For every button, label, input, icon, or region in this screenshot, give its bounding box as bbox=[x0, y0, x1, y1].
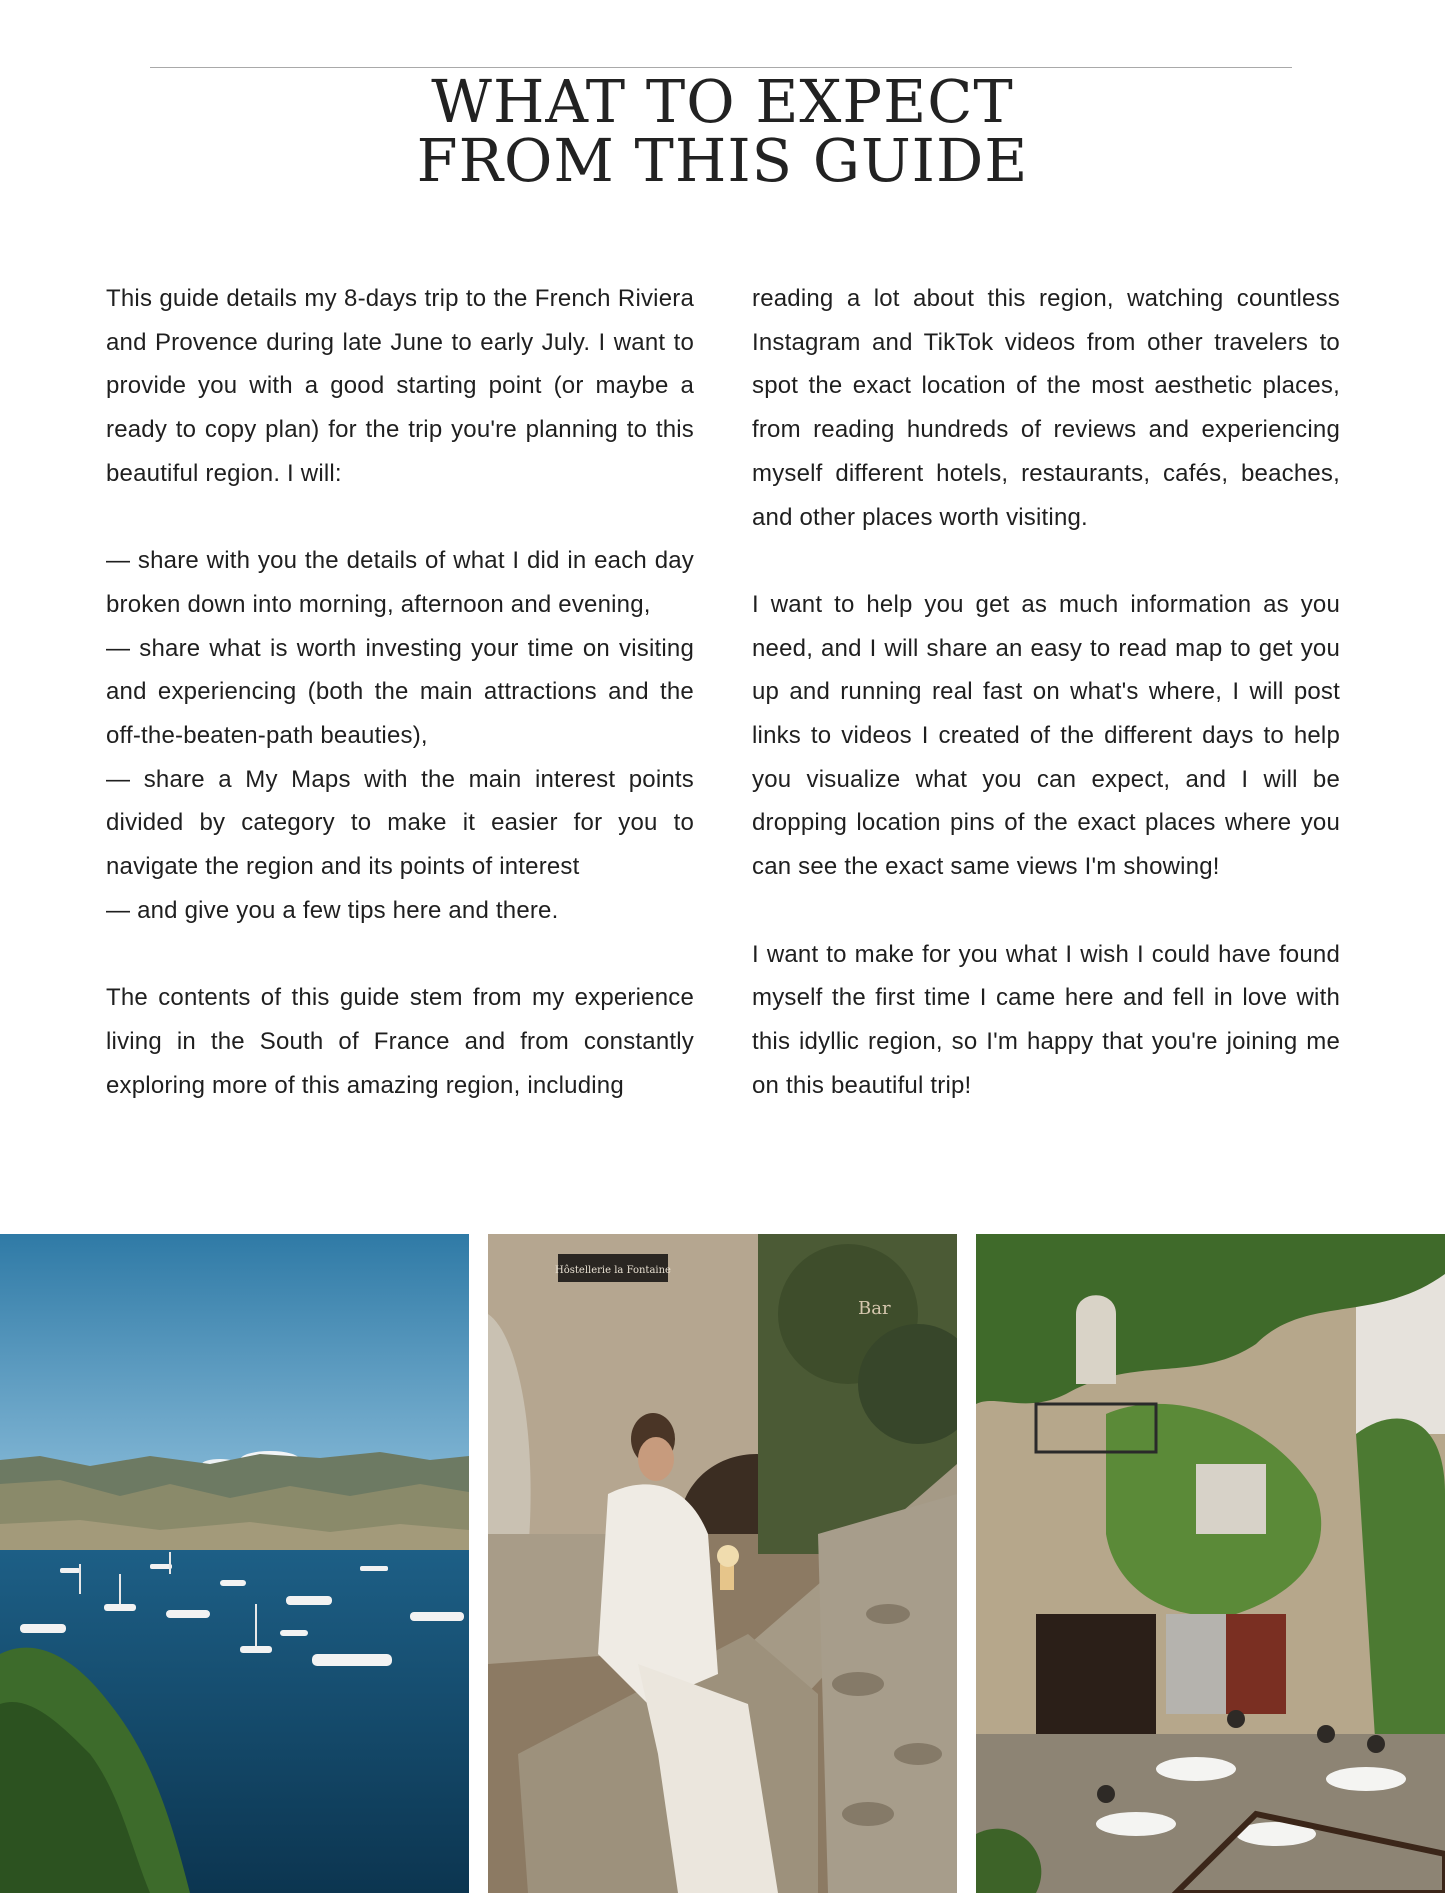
photo-riviera-bay bbox=[0, 1234, 469, 1893]
closing-paragraph: The contents of this guide stem from my experience living in the South of France and from constantly exploring more of this amazing region, including bbox=[106, 984, 694, 1099]
photo-ivy-hotel bbox=[976, 1234, 1445, 1893]
photo-village-street bbox=[488, 1234, 957, 1893]
bullet-item-2: — share what is worth investing your time on visiting and experiencing (both the main attractions and the off-the-beaten-path beauties), bbox=[106, 634, 694, 750]
left-text-column bbox=[106, 277, 694, 1107]
village-illustration bbox=[488, 1234, 957, 1893]
bullet-item-3: — share a My Maps with the main interest points divided by category to make it easier for you to navigate the region and its points of interest bbox=[106, 765, 694, 881]
page-title bbox=[0, 67, 1445, 195]
map-paragraph: I want to help you get as much information as you need, and I will share an easy to read map to get you up and running real fast on what's where, I will post links to videos I created of the different days to help you visualize what you can expect, and I will be dropping location pins of the exact places where you can see the exact same views I'm showing! bbox=[752, 590, 1340, 881]
page-title-line-2: FROM THIS GUIDE bbox=[416, 126, 1029, 195]
page-title-line-1: WHAT TO EXPECT bbox=[431, 67, 1014, 136]
bay-illustration bbox=[0, 1234, 469, 1893]
intro-paragraph: This guide details my 8-days trip to the French Riviera and Provence during late June to early July. I want to provide you with a good starting point (or maybe a ready to copy plan) for the trip you're planning to this beautiful region. I will: bbox=[106, 285, 694, 487]
continuation-paragraph: reading a lot about this region, watching countless Instagram and TikTok videos from other travelers to spot the exact location of the most aesthetic places, from reading hundreds of reviews and experiencing myself different hotels, restaurants, cafés, beaches, and other places worth visiting. bbox=[752, 285, 1340, 531]
hotel-illustration bbox=[976, 1234, 1445, 1893]
paragraph-spacer bbox=[752, 539, 1340, 583]
hotel-sign-text: Hôstellerie la Fontaine bbox=[555, 1265, 671, 1276]
paragraph-spacer bbox=[752, 889, 1340, 933]
wish-paragraph: I want to make for you what I wish I could have found myself the first time I came here and fell in love with this idyllic region, so I'm happy that you're joining me on this beautiful trip! bbox=[752, 940, 1340, 1099]
wall-text: Bar bbox=[858, 1298, 891, 1319]
paragraph-spacer bbox=[106, 933, 694, 977]
right-text-column bbox=[752, 277, 1340, 1107]
paragraph-spacer bbox=[106, 496, 694, 540]
bullet-item-4: — and give you a few tips here and there. bbox=[106, 896, 559, 924]
bullet-item-1: — share with you the details of what I did in each day broken down into morning, afternoon and evening, bbox=[106, 547, 694, 618]
